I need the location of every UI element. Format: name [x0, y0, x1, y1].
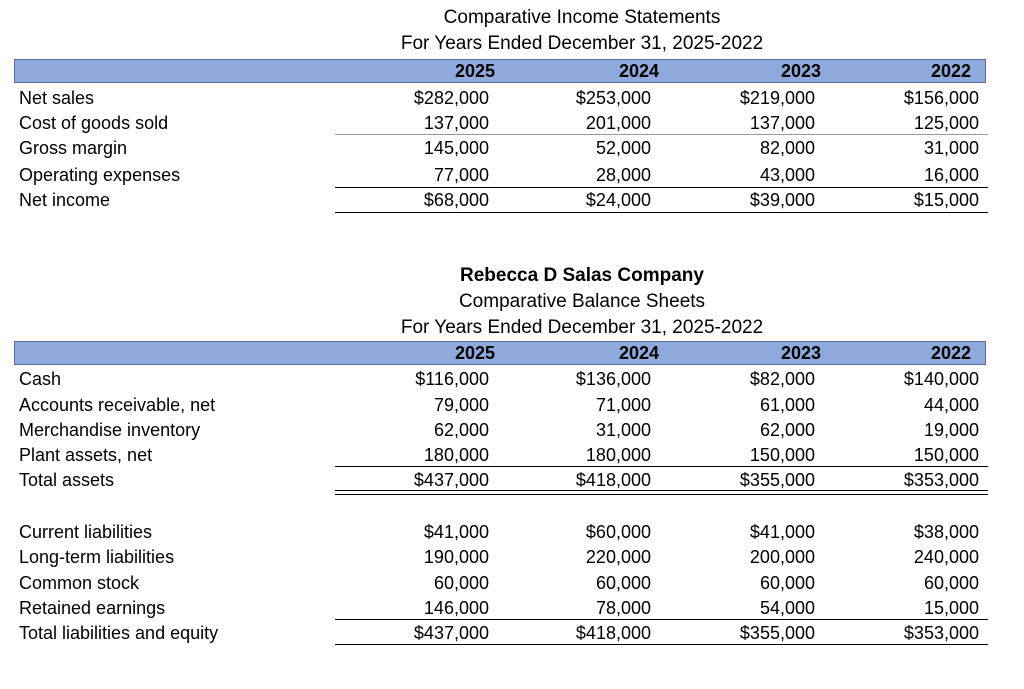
income-row-label: Gross margin — [19, 138, 128, 158]
liability-cell: $437,000 — [413, 623, 489, 643]
asset-row-label: Merchandise inventory — [19, 420, 201, 440]
asset-cell: $355,000 — [739, 470, 815, 490]
income-cell: 28,000 — [595, 165, 651, 185]
liability-cell: 200,000 — [749, 547, 815, 567]
liability-cell: 78,000 — [595, 598, 651, 618]
income-cell: 16,000 — [923, 165, 979, 185]
liability-row-label: Total liabilities and equity — [19, 623, 219, 643]
asset-row-label: Accounts receivable, net — [19, 395, 216, 415]
liability-cell: 54,000 — [759, 598, 815, 618]
balance-period: For Years Ended December 31, 2025-2022 — [400, 317, 764, 338]
income-rule-opex — [335, 187, 988, 188]
liability-cell: 60,000 — [433, 573, 489, 593]
asset-cell: 61,000 — [759, 395, 815, 415]
asset-cell: 180,000 — [423, 445, 489, 465]
asset-row-label: Total assets — [19, 470, 115, 490]
liability-row-label: Long-term liabilities — [19, 547, 175, 567]
income-cell: $24,000 — [585, 190, 651, 210]
assets-rule-plant — [335, 466, 988, 467]
liability-cell: $38,000 — [913, 522, 979, 542]
asset-cell: 180,000 — [585, 445, 651, 465]
income-cell: 77,000 — [433, 165, 489, 185]
liability-cell: 15,000 — [923, 598, 979, 618]
income-cell: $156,000 — [903, 88, 979, 108]
income-cell: $282,000 — [413, 88, 489, 108]
asset-cell: 62,000 — [433, 420, 489, 440]
income-cell: 137,000 — [749, 113, 815, 133]
liability-cell: 146,000 — [423, 598, 489, 618]
balance-year-2023: 2023 — [780, 343, 821, 363]
asset-cell: $82,000 — [749, 369, 815, 389]
balance-title: Comparative Balance Sheets — [458, 291, 706, 312]
liability-row-label: Current liabilities — [19, 522, 153, 542]
asset-cell: 44,000 — [923, 395, 979, 415]
balance-year-2025: 2025 — [454, 343, 495, 363]
income-rule-total — [335, 212, 988, 213]
asset-cell: $418,000 — [575, 470, 651, 490]
liability-cell: $60,000 — [585, 522, 651, 542]
income-cell: $15,000 — [913, 190, 979, 210]
income-cell: $219,000 — [739, 88, 815, 108]
income-row-label: Cost of goods sold — [19, 113, 169, 133]
asset-row-label: Cash — [19, 369, 62, 389]
asset-cell: $136,000 — [575, 369, 651, 389]
liab-rule-total — [335, 644, 988, 645]
income-period: For Years Ended December 31, 2025-2022 — [400, 33, 764, 54]
asset-cell: $140,000 — [903, 369, 979, 389]
asset-cell: 31,000 — [595, 420, 651, 440]
liab-rule-retained — [335, 619, 988, 620]
asset-cell: 150,000 — [749, 445, 815, 465]
income-cell: 201,000 — [585, 113, 651, 133]
income-year-2023: 2023 — [780, 61, 821, 81]
liability-cell: 190,000 — [423, 547, 489, 567]
income-year-2025: 2025 — [454, 61, 495, 81]
income-cell: 125,000 — [913, 113, 979, 133]
asset-cell: $353,000 — [903, 470, 979, 490]
income-cell: 43,000 — [759, 165, 815, 185]
income-cell: $39,000 — [749, 190, 815, 210]
liability-cell: $41,000 — [749, 522, 815, 542]
income-cell: $68,000 — [423, 190, 489, 210]
income-title: Comparative Income Statements — [443, 7, 721, 28]
liability-cell: $355,000 — [739, 623, 815, 643]
liability-cell: 60,000 — [595, 573, 651, 593]
liability-cell: 240,000 — [913, 547, 979, 567]
income-year-header — [14, 59, 986, 83]
company-name: Rebecca D Salas Company — [460, 265, 704, 286]
income-cell: 137,000 — [423, 113, 489, 133]
income-row-label: Net income — [19, 190, 111, 210]
asset-cell: 62,000 — [759, 420, 815, 440]
income-cell: 31,000 — [923, 138, 979, 158]
liability-row-label: Retained earnings — [19, 598, 166, 618]
income-rule-cogs — [335, 134, 988, 135]
liability-row-label: Common stock — [19, 573, 140, 593]
income-row-label: Net sales — [19, 88, 95, 108]
asset-cell: 79,000 — [433, 395, 489, 415]
balance-year-header — [14, 341, 986, 365]
liability-cell: 220,000 — [585, 547, 651, 567]
liability-cell: $418,000 — [575, 623, 651, 643]
asset-cell: 19,000 — [923, 420, 979, 440]
income-cell: $253,000 — [575, 88, 651, 108]
income-row-label: Operating expenses — [19, 165, 181, 185]
income-cell: 145,000 — [423, 138, 489, 158]
asset-cell: $437,000 — [413, 470, 489, 490]
asset-row-label: Plant assets, net — [19, 445, 153, 465]
liability-cell: $353,000 — [903, 623, 979, 643]
liability-cell: $41,000 — [423, 522, 489, 542]
income-year-2024: 2024 — [618, 61, 659, 81]
income-year-2022: 2022 — [930, 61, 971, 81]
balance-year-2024: 2024 — [618, 343, 659, 363]
liability-cell: 60,000 — [923, 573, 979, 593]
asset-cell: $116,000 — [415, 369, 489, 389]
liability-cell: 60,000 — [759, 573, 815, 593]
income-cell: 52,000 — [595, 138, 651, 158]
asset-cell: 71,000 — [595, 395, 651, 415]
balance-year-2022: 2022 — [930, 343, 971, 363]
income-cell: 82,000 — [759, 138, 815, 158]
assets-rule-total — [335, 490, 988, 495]
asset-cell: 150,000 — [913, 445, 979, 465]
